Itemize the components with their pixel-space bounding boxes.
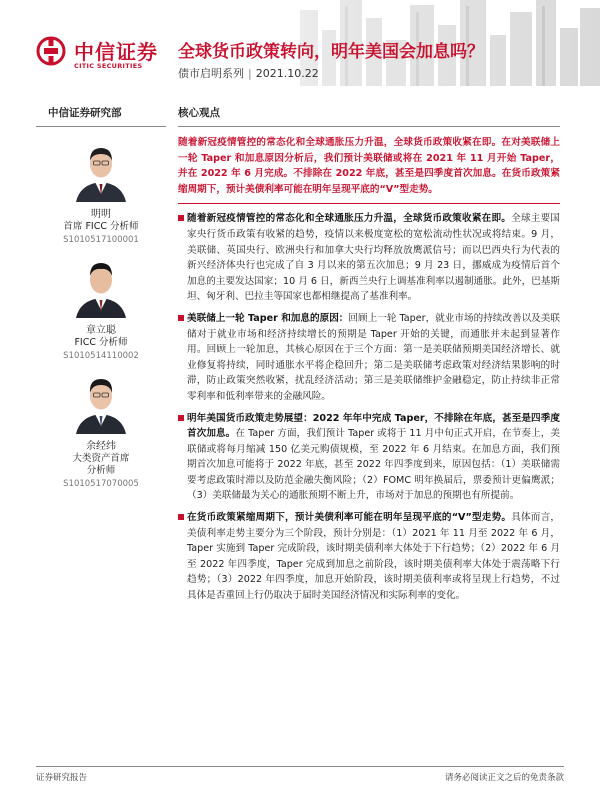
- core-views-section: [178, 105, 560, 604]
- key-point-lead: 随着新冠疫情管控的常态化和全球通胀压力升温，全球货币政策收紧在即。: [187, 213, 512, 225]
- key-point-paragraph: [178, 211, 560, 305]
- report-title: 全球货币政策转向，明年美国会加息吗？: [178, 42, 484, 62]
- key-point-paragraph: [178, 411, 560, 505]
- key-point-lead: 在货币政策紧缩周期下，预计美债利率可能在明年呈现平底的“V”型走势。: [187, 512, 512, 524]
- analyst-card: [36, 372, 166, 490]
- analyst-sidebar: [36, 105, 166, 127]
- analyst-name: 余经纬: [86, 441, 116, 452]
- analyst-role-line2: 分析师: [86, 465, 116, 476]
- analyst-photo: [72, 140, 130, 202]
- series-name: 债市启明系列: [178, 67, 244, 80]
- analyst-photo: [72, 256, 130, 318]
- analyst-license-id: S1010517100001: [63, 235, 139, 245]
- analyst-card: [36, 140, 166, 246]
- report-subtitle: [178, 65, 319, 81]
- footer-divider: [36, 766, 564, 767]
- footer-report-type: 证券研究报告: [36, 773, 88, 783]
- citic-logo-mark-icon: [36, 36, 66, 66]
- key-point-paragraph: [178, 510, 560, 604]
- analyst-license-id: S1010514110002: [63, 351, 139, 361]
- citic-logo: [36, 36, 166, 76]
- key-point-lead: 明年美国货币政策走势展望：2022 年年中完成 Taper，不排除在年底，甚至是四季度首次加息。: [187, 412, 560, 440]
- analyst-role: 首席 FICC 分析师: [63, 221, 139, 232]
- analyst-photo: [72, 372, 130, 434]
- report-header: [0, 0, 600, 86]
- key-point-body: 回顾上一轮 Taper，就业市场的持续改善以及美联储对于就业市场和经济持续增长的预期是 Taper 开始的关键，而通胀并未起到显著作用。回顾上一轮加息，其核心原因在于三个方面：第一是美联储预期美国经济增长、就业修复将持续，同时通胀水平将企稳回升；第二是美联储考虑政策对经济结果影响的时滞，防止政策突然收紧，扰乱经济活动；第三是美联储维护金融稳定，防止持续非正常零利率和低利率带来的金融风险。: [187, 312, 560, 402]
- abstract-summary: 随着新冠疫情管控的常态化和全球通胀压力升温，全球货币政策收紧在即。在对美联储上一轮 Taper 和加息原因分析后，我们预计美联储或将在 2021 年 11 月开始 Taper，并在 2022 年 6 月完成。不排除在 2022 年底，甚至是四季度首次加息。在货币政策紧缩周期下，预计美债利率可能在明年呈现平底的“V”型走势。: [178, 135, 560, 204]
- analyst-role: FICC 分析师: [74, 337, 128, 348]
- subtitle-divider: |: [248, 67, 252, 80]
- key-point-lead: 美联储上一轮 Taper 和加息的原因：: [187, 312, 349, 324]
- section-title: 核心观点: [178, 105, 560, 127]
- analyst-role: 大类资产首席: [72, 453, 130, 464]
- logo-english-text: CITIC SECURITIES: [74, 62, 143, 70]
- key-point-body: 具体而言，美债利率走势主要分为三个阶段，预计分别是：（1）2021 年 11 月至 2022 年 6 月，Taper 实施到 Taper 完成阶段，该时期美债利率大体处于下行趋势；（2）2022 年 6 月至 2022 年四季度，Taper 完成到加息之前阶段，该时期美债利率大体处于震荡略下行趋势；（3）2022 年四季度，加息开始阶段，该时期美债利率或将呈现上行趋势，不过具体是否重回上行仍取决于届时美国经济情况和实际利率的变化。: [187, 512, 560, 602]
- department-label: 中信证券研究部: [36, 105, 166, 127]
- analyst-card: [36, 256, 166, 362]
- key-point-paragraph: [178, 311, 560, 405]
- footer-disclaimer-note: 请务必阅读正文之后的免责条款: [444, 773, 564, 783]
- key-point-body: 在 Taper 方面，我们预计 Taper 或将于 11 月中旬正式开启，在节奏上，美联储或将每月缩减 150 亿美元购债规模，至 2022 年 6 月结束。在加息方面，我们预期首次加息可能将于 2022 年底，甚至 2022 年四季度到来，原因包括：（1）美联储需要考虑政策时滞以及防范金融失衡风险；（2）FOMC 明年换届后，票委预计更偏鹰派；（3）美联储最为关心的通胀预期不断上升，市场对于加息的预期也有所提前。: [187, 428, 560, 502]
- key-point-body: 全球主要国家央行货币政策有收紧的趋势，疫情以来极度宽松的宽松流动性状况或将结束。9 月，美联储、英国央行、欧洲央行和加拿大央行均释放放鹰派信号；而以巴西央行为代表的新兴经济体央行也完成了自 3 月以来的第五次加息；9 月 23 日，挪威成为疫情后首个加息的主要发达国家；10 月 6 日，新西兰央行上调基准利率以遏制通胀。此外，巴基斯坦、匈牙利、巴拉圭等国家也都相继提高了基准利率。: [187, 213, 561, 303]
- analyst-name: 章立聪: [86, 325, 116, 336]
- logo-chinese-text: 中信证券: [74, 40, 158, 64]
- report-date: 2021.10.22: [255, 67, 319, 80]
- analyst-name: 明明: [91, 209, 111, 220]
- analyst-license-id: S1010517070005: [63, 479, 139, 489]
